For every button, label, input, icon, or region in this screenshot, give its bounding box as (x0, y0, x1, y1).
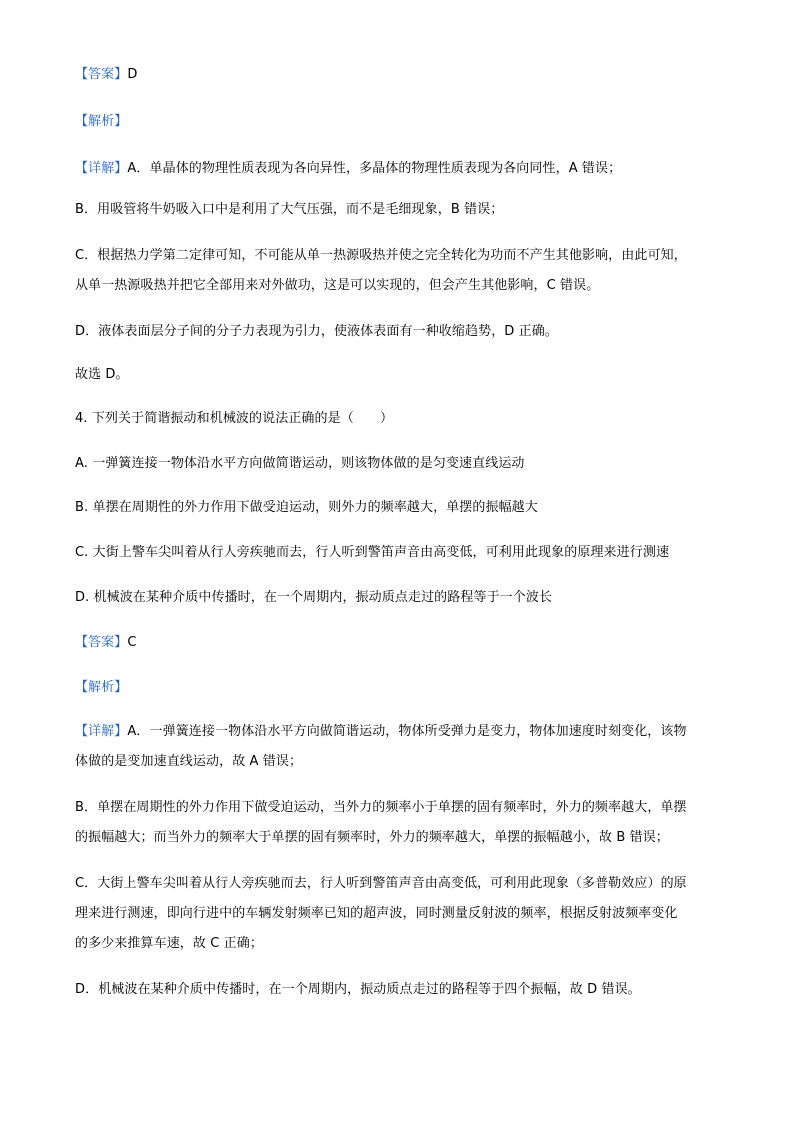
answer-line-2 (75, 634, 735, 652)
answer-value: D (127, 67, 138, 82)
detail-C-1-line2: 从单一热源吸热并把它全部用来对外做功，这是可以实现的，但会产生其他影响，C 错误。 (75, 278, 600, 293)
answer-tag: 【答案】 (75, 67, 128, 82)
detail-tag: 【详解】 (75, 724, 128, 739)
detail-tag: 【详解】 (75, 161, 128, 176)
question-4-stem: 4. 下列关于简谐振动和机械波的说法正确的是（ ） (75, 411, 394, 426)
analysis-tag: 【解析】 (75, 680, 128, 695)
question-4-option-C: C. 大街上警车尖叫着从行人旁疾驰而去，行人听到警笛声音由高变低，可利用此现象的原理来进行测速 (75, 545, 670, 560)
detail-text: A．单晶体的物理性质表现为各向异性，多晶体的物理性质表现为各向同性，A 错误； (127, 161, 622, 176)
question-4-option-A: A. 一弹簧连接一物体沿水平方向做简谐运动，则该物体做的是匀变速直线运动 (75, 456, 525, 471)
detail-C-2-line3: 的多少来推算车速，故 C 正确； (75, 936, 263, 951)
detail-A-2-line1 (75, 723, 735, 741)
detail-text: A．一弹簧连接一物体沿水平方向做简谐运动，物体所受弹力是变力，物体加速度时刻变化，该物 (127, 724, 687, 739)
conclusion-1: 故选 D。 (75, 367, 129, 382)
detail-B-2-line2: 的振幅越大；而当外力的频率大于单摆的固有频率时，外力的频率越大，单摆的振幅越小，故 B 错误； (75, 830, 669, 845)
detail-C-2-line2: 理来进行测速，即向行进中的车辆发射频率已知的超声波，同时测量反射波的频率，根据反射波频率变化 (75, 906, 678, 921)
analysis-heading-2 (75, 679, 735, 697)
analysis-heading-1 (75, 113, 735, 131)
detail-D-1: D．液体表面层分子间的分子力表现为引力，使液体表面有一种收缩趋势，D 正确。 (75, 324, 558, 339)
detail-C-2-line1: C．大街上警车尖叫着从行人旁疾驰而去，行人听到警笛声音由高变低，可利用此现象（多普勒效应）的原 (75, 876, 687, 891)
analysis-tag: 【解析】 (75, 114, 128, 129)
question-4-option-B: B. 单摆在周期性的外力作用下做受迫运动，则外力的频率越大，单摆的振幅越大 (75, 500, 538, 515)
answer-tag: 【答案】 (75, 635, 128, 650)
detail-A-2-line2: 体做的是变加速直线运动，故 A 错误； (75, 754, 303, 769)
answer-line-1 (75, 66, 735, 84)
detail-B-2-line1: B．单摆在周期性的外力作用下做受迫运动，当外力的频率小于单摆的固有频率时，外力的频率越大，单摆 (75, 800, 687, 815)
detail-A-1 (75, 160, 735, 178)
answer-value: C (127, 635, 137, 650)
detail-D-2: D．机械波在某种介质中传播时，在一个周期内，振动质点走过的路程等于四个振幅，故 D 错误。 (75, 982, 641, 997)
question-4-option-D: D. 机械波在某种介质中传播时，在一个周期内，振动质点走过的路程等于一个波长 (75, 590, 553, 605)
detail-C-1-line1: C．根据热力学第二定律可知，不可能从单一热源吸热并使之完全转化为功而不产生其他影响，由此可知， (75, 248, 687, 263)
detail-B-1: B．用吸管将牛奶吸入口中是利用了大气压强，而不是毛细现象，B 错误； (75, 202, 504, 217)
